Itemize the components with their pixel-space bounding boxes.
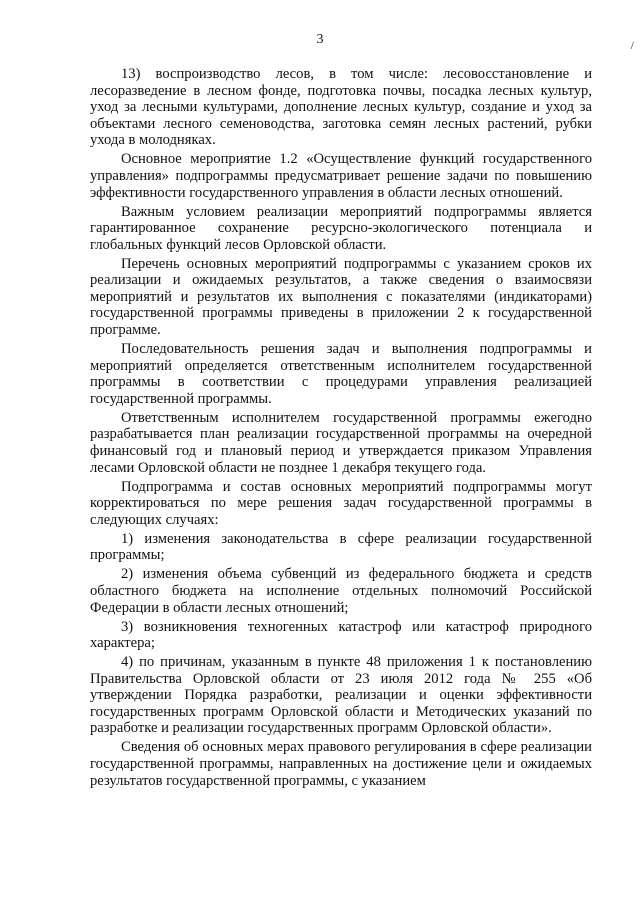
paragraph-sequence: Последовательность решения задач и выполнения подпрограммы и мероприятий определяется ответственным исполнителем государственной программы в соответствии с процедурами управления реализацией государственной программы.	[90, 341, 592, 407]
page-number: 3	[316, 32, 324, 47]
paragraph-main-activity-1-2: Основное мероприятие 1.2 «Осуществление функций государственного управления» подпрограммы предусматривает решение задачи по повышению эффективности государственного управления в области лесных отношений.	[90, 151, 592, 201]
list-item-4: 4) по причинам, указанным в пункте 48 приложения 1 к постановлению Правительства Орловской области от 23 июля 2012 года № 255 «Об утверждении Порядка разработки, реализации и оценки эффективности государственных программ Орловской области и Методических указаний по разработке и реализации государственных программ Орловской области».	[90, 654, 592, 737]
paragraph-adjustment-cases: Подпрограмма и состав основных мероприятий подпрограммы могут корректироваться по мере решения задач государственной программы в следующих случаях:	[90, 478, 592, 528]
paragraph-activities-list: Перечень основных мероприятий подпрограммы с указанием сроков их реализации и ожидаемых результатов, а также сведения о взаимосвязи мероприятий и результатов их выполнения с показателями (индикаторами) государственной программы приведены в приложении 2 к государственной программе.	[90, 255, 592, 339]
paragraph-annual-plan: Ответственным исполнителем государственной программы ежегодно разрабатывается план реализации государственной программы на очередной финансовый год и плановый период и утверждается приказом Управления лесами Орловской области не позднее 1 декабря текущего года.	[90, 409, 592, 476]
list-item-3: 3) возникновения техногенных катастроф или катастроф природного характера;	[90, 618, 592, 652]
paragraph-important-condition: Важным условием реализации мероприятий подпрограммы является гарантированное сохранение ресурсно-экологического потенциала и глобальных функций лесов Орловской области.	[90, 203, 592, 253]
list-item-1: 1) изменения законодательства в сфере реализации государственной программы;	[90, 530, 592, 564]
document-body	[90, 66, 592, 789]
list-item-2: 2) изменения объема субвенций из федерального бюджета и средств областного бюджета на исполнение отдельных полномочий Российской Федерации в области лесных отношений;	[90, 566, 592, 616]
corner-mark: /	[630, 38, 634, 52]
paragraph-legal-regulation: Сведения об основных мерах правового регулирования в сфере реализации государственной программы, направленных на достижение цели и ожидаемых результатов государственной программы, с указанием	[90, 739, 592, 789]
paragraph-reforestation-item: 13) воспроизводство лесов, в том числе: лесовосстановление и лесоразведение в лесном фонде, подготовка почвы, посадка лесных культур, уход за лесными культурами, дополнение лесных культур, создание и уход за объектами лесного семеноводства, заготовка семян лесных растений, рубки ухода в молодняках.	[90, 66, 592, 149]
